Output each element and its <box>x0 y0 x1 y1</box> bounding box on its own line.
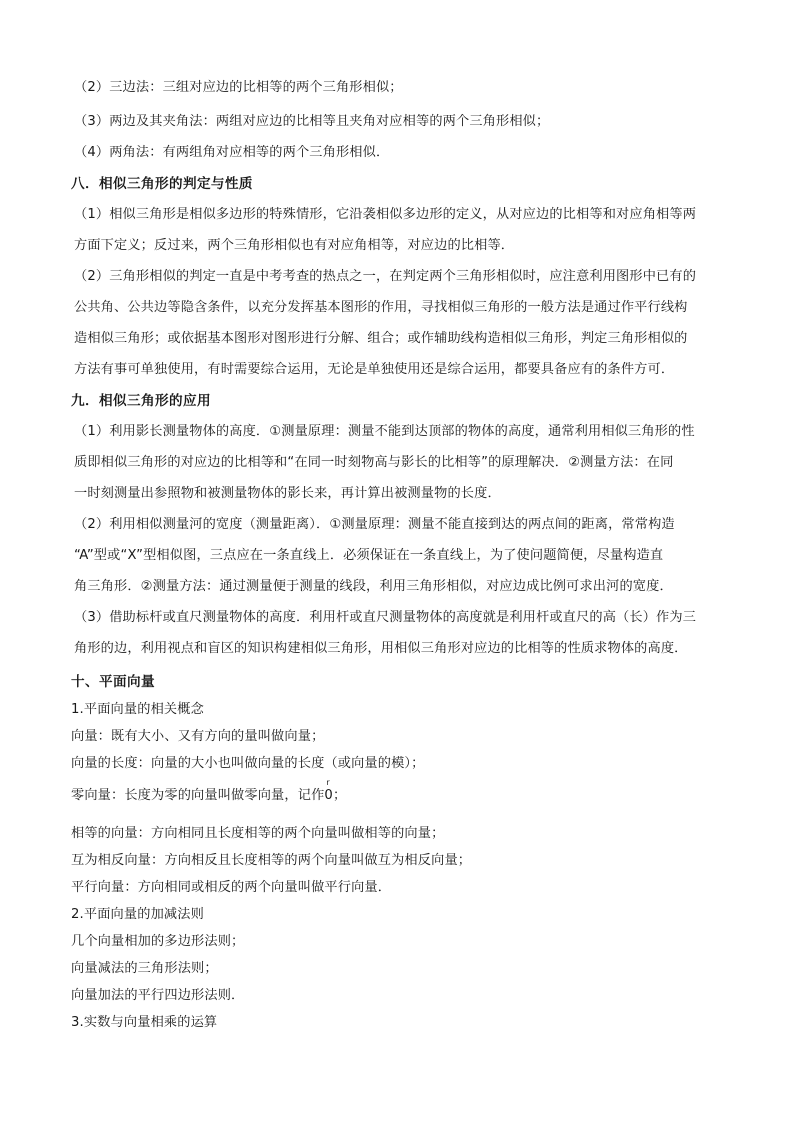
paragraph-line: “A”型或“X”型相似图，三点应在一条直线上．必须保证在一条直线上，为了使问题简便，尽量构造直 <box>74 548 664 563</box>
section-heading-9: 九．相似三角形的应用 <box>71 393 211 409</box>
zero-vector-punct: ； <box>332 788 347 803</box>
paragraph-line: （1）利用影长测量物体的高度．①测量原理：测量不能到达顶部的物体的高度，通常利用相似三角形的性 <box>74 424 695 439</box>
section-heading-8: 八．相似三角形的判定与性质 <box>71 176 253 192</box>
section-heading-10: 十、平面向量 <box>71 674 155 690</box>
paragraph-line: 公共角、公共边等隐含条件，以充分发挥基本图形的作用，寻找相似三角形的一般方法是通过作平行线构 <box>74 300 688 315</box>
similarity-rule-three-sides: （2）三边法：三组对应边的比相等的两个三角形相似； <box>74 80 403 95</box>
paragraph-line: 一时刻测量出参照物和被测量物体的影长来，再计算出被测量物的长度． <box>74 486 501 501</box>
paragraph-line: 角形的边，利用视点和盲区的知识构建相似三角形，用相似三角形对应边的比相等的性质求物体的高度． <box>74 641 688 656</box>
paragraph-line: （3）借助标杆或直尺测量物体的高度．利用杆或直尺测量物体的高度就是利用杆或直尺的高（长）作为三 <box>74 610 697 625</box>
subsection-heading: 2.平面向量的加减法则 <box>71 907 204 922</box>
zero-vector-text: 零向量：长度为零的向量叫做零向量，记作 <box>71 788 325 803</box>
paragraph-line: 质即相似三角形的对应边的比相等和“在同一时刻物高与影长的比相等”的原理解决．②测量方法：在同 <box>74 455 674 470</box>
zero-vector-symbol <box>324 778 333 804</box>
definition-line: 相等的向量：方向相同且长度相等的两个向量叫做相等的向量； <box>71 826 445 841</box>
subsection-heading: 1.平面向量的相关概念 <box>71 702 204 717</box>
vector-arrow-mark: r <box>326 778 330 787</box>
definition-line: 向量：既有大小、又有方向的量叫做向量； <box>71 729 325 744</box>
definition-line-zero-vector <box>71 778 347 804</box>
definition-line: 互为相反向量：方向相反且长度相等的两个向量叫做互为相反向量； <box>71 853 472 868</box>
paragraph-line: （1）相似三角形是相似多边形的特殊情形，它沿袭相似多边形的定义，从对应边的比相等和对应角相等两 <box>74 207 697 222</box>
similarity-rule-aa: （4）两角法：有两组角对应相等的两个三角形相似． <box>74 145 390 160</box>
similarity-rule-sas: （3）两边及其夹角法：两组对应边的比相等且夹角对应相等的两个三角形相似； <box>74 114 550 129</box>
subsection-heading: 3.实数与向量相乘的运算 <box>71 1015 218 1030</box>
paragraph-line: 方法有事可单独使用，有时需要综合运用，无论是单独使用还是综合运用，都要具备应有的条件方可． <box>74 362 675 377</box>
rule-line: 向量加法的平行四边形法则． <box>71 988 245 1003</box>
paragraph-line: （2）利用相似测量河的宽度（测量距离）．①测量原理：测量不能直接到达的两点间的距离，常常构造 <box>74 517 675 532</box>
paragraph-line: 造相似三角形；或依据基本图形对图形进行分解、组合；或作辅助线构造相似三角形，判定三角形相似的 <box>74 331 688 346</box>
rule-line: 几个向量相加的多边形法则； <box>71 934 245 949</box>
paragraph-line: 方面下定义；反过来，两个三角形相似也有对应角相等，对应边的比相等． <box>74 238 515 253</box>
definition-line: 向量的长度：向量的大小也叫做向量的长度（或向量的模）； <box>71 756 425 771</box>
zero-symbol: 0 <box>324 788 333 803</box>
paragraph-line: 角三角形．②测量方法：通过测量便于测量的线段，利用三角形相似，对应边成比例可求出河的宽度． <box>74 579 673 594</box>
rule-line: 向量减法的三角形法则； <box>71 961 218 976</box>
paragraph-line: （2）三角形相似的判定一直是中考考查的热点之一，在判定两个三角形相似时，应注意利用图形中已有的 <box>74 269 697 284</box>
definition-line: 平行向量：方向相同或相反的两个向量叫做平行向量． <box>71 880 392 895</box>
